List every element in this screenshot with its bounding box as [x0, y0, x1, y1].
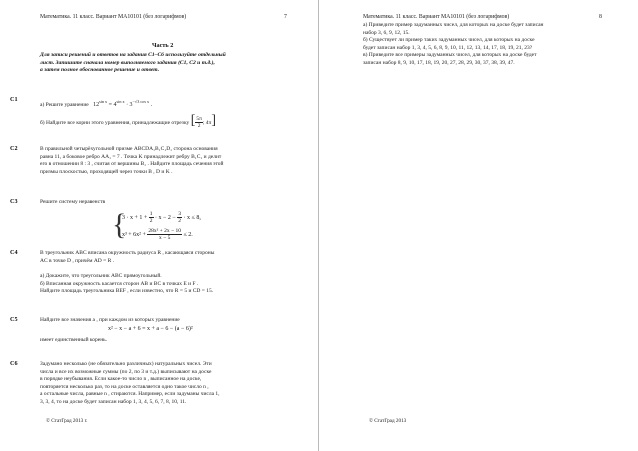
- page-number: 8: [599, 14, 602, 20]
- c3-text: Решите систему неравенств: [40, 199, 106, 205]
- c6-text: [40, 361, 220, 407]
- part-title: Часть 2: [152, 42, 174, 49]
- fraction-numerator: 28x² + 2x − 10: [148, 228, 181, 234]
- fraction-numerator: 5π: [196, 116, 202, 122]
- c5-text: Найдите все значения a , при каждом из которых уравнение: [40, 317, 180, 323]
- c4-line: Найдите площадь треугольника BEF , если известно, что R = 5 и CD = 15.: [40, 288, 214, 295]
- c4-text: [40, 250, 214, 296]
- c1-a-prefix: а) Решите уравнение: [40, 102, 89, 108]
- c1-interval-fraction: [195, 116, 203, 129]
- c4-line: AC в точке D , причём AD = R .: [40, 257, 115, 264]
- c5-tail: имеет единственный корень.: [40, 337, 108, 343]
- right-bracket: ]: [211, 112, 216, 128]
- c6-line: а остальные числа, равные n , стираются. Например, если задуманы числа 1,: [40, 391, 220, 398]
- c2-text: [40, 146, 224, 176]
- header-title: Математика. 11 класс. Вариант МА10101 (без логарифмов): [363, 14, 510, 20]
- fraction-numerator: 3: [178, 211, 182, 217]
- c6-continuation: [363, 22, 543, 68]
- c6-question-line: записан набор 8, 9, 10, 17, 18, 19, 20, 27, 28, 29, 30, 37, 38, 39, 47.: [363, 59, 515, 66]
- fraction-denominator: 2: [149, 218, 153, 224]
- c6-line: Задумано несколько (не обязательно различных) натуральных чисел. Эти: [40, 361, 212, 367]
- spacer: [40, 265, 214, 273]
- footer-copyright: © СтатГрад 2013: [369, 418, 407, 424]
- c6-line: повторяется несколько раз, то на доске оставляется одно такое число n ,: [40, 383, 209, 390]
- c4-line: В треугольник ABC вписана окружность радиуса R , касающаяся стороны: [40, 250, 215, 256]
- c3-row1-b: · x − 2 −: [155, 214, 176, 221]
- c6-line: в порядке неубывания. Если какое-то число n , выписанное на доске,: [40, 376, 202, 383]
- c4-line: б) Вписанная окружность касается сторон AB и BC в точках E и F .: [40, 280, 199, 287]
- c6-line: 3, 3, 4, то на доске будет записан набор 1, 3, 4, 5, 6, 7, 8, 10, 11.: [40, 398, 187, 405]
- c3-row1-c: · x ≤ 8,: [183, 214, 201, 221]
- header-title: Математика. 11 класс. Вариант МА10101 (без логарифмов): [40, 14, 187, 20]
- c1-equation: $12^{sin x} = 4^{sin x} \cdot 3^{-√3 cos x}$ .: [93, 99, 153, 108]
- task-label-c6: С6: [10, 360, 18, 367]
- c1-interval-end: ; 4π: [202, 119, 212, 126]
- task-label-c3: С3: [10, 198, 18, 205]
- task-label-c1: С1: [10, 96, 18, 103]
- c2-line: призмы плоскостью, проходящей через точки B , D и K .: [40, 168, 173, 175]
- c1-part-a: [40, 98, 152, 110]
- task-label-c5: С5: [10, 316, 18, 323]
- intro-line: а затем полное обоснованное решение и ответ.: [40, 67, 160, 74]
- c3-fraction: [177, 211, 182, 224]
- fraction-denominator: 2: [197, 123, 201, 129]
- c4-part-a: а) Докажите, что треугольник ABC прямоугольный.: [40, 273, 162, 280]
- c2-line: В правильной четырёхугольной призме ABCDA₁B₁C₁D₁ сторона основания: [40, 146, 218, 152]
- c2-line: его в отношении 8 : 3 , считая от вершины B₁ . Найдите площадь сечения этой: [40, 161, 224, 168]
- c1-part-b: [40, 112, 216, 129]
- c6-question-line: б) Существует ли пример таких задуманных чисел, для которых на доске: [363, 37, 535, 44]
- fraction-numerator: 1: [149, 211, 153, 217]
- left-bracket: [: [190, 112, 196, 128]
- intro-line: Для записи решений и ответов на задания С1–С6 используйте отдельный: [40, 52, 226, 58]
- c2-line: равна 11, а боковое ребро AA₁ = 7 . Точка K принадлежит ребру B₁C₁ и делит: [40, 153, 222, 160]
- c3-row2-c: ≤ 2.: [183, 231, 193, 238]
- page-number: 7: [284, 14, 287, 20]
- system-brace: {: [112, 208, 127, 241]
- c6-question-line: в) Приведите все примеры задуманных чисел, для которых на доске будет: [363, 52, 537, 59]
- c3-fraction: [147, 228, 182, 241]
- intro-text: [40, 52, 226, 75]
- c3-fraction: [149, 211, 154, 224]
- c6-question-line: а) Приведите пример задуманных чисел, для которых на доске будет записан: [363, 22, 544, 28]
- c6-question-line: набор 3, 6, 9, 12, 15.: [363, 29, 410, 36]
- fraction-denominator: 2: [178, 218, 182, 224]
- footer-copyright: © СтатГрад 2013 г.: [46, 418, 88, 424]
- c3-inequality-1: [122, 211, 201, 224]
- task-label-c4: С4: [10, 249, 18, 256]
- fraction-denominator: x − 5: [159, 235, 171, 241]
- c6-line: числа и все их возможные суммы (по 2, по 3 и т.д.) выписывают на доске: [40, 368, 212, 375]
- task-label-c2: С2: [10, 145, 18, 152]
- right-page: [319, 0, 638, 451]
- c3-row1-a: 3 · x + 1 +: [122, 214, 148, 221]
- c1-b-text: б) Найдите все корни этого уравнения, принадлежащие отрезку: [40, 119, 190, 126]
- intro-line: лист. Запишите сначала номер выполняемого задания (С1, С2 и т.д.),: [40, 59, 215, 66]
- left-page: [0, 0, 318, 451]
- c5-equation: x² − x − a + 6 = x + a − 6 − (a − 6)²: [108, 326, 193, 332]
- c3-row2-a: x³ + 6x² +: [122, 231, 146, 238]
- c6-question-line: будет записан набор 1, 3, 4, 5, 6, 8, 9, 10, 11, 12, 13, 14, 17, 18, 19, 21, 23?: [363, 44, 533, 51]
- c3-inequality-2: [122, 228, 193, 241]
